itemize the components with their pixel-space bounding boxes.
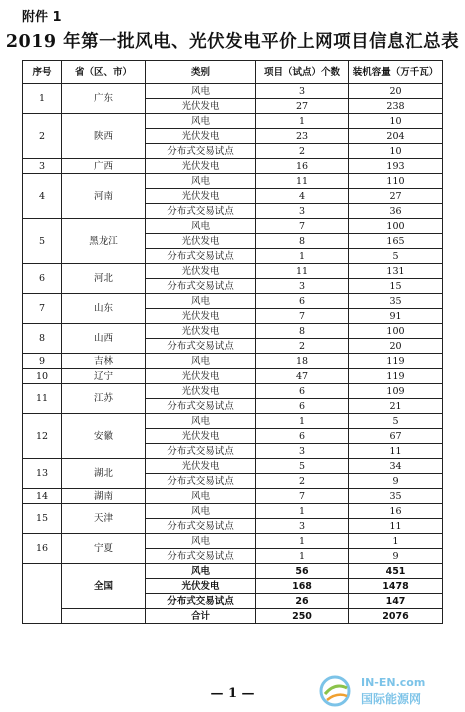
row-number: 6 bbox=[23, 264, 62, 294]
national-count-cell: 26 bbox=[256, 594, 349, 609]
category-cell: 光伏发电 bbox=[146, 309, 256, 324]
capacity-cell: 67 bbox=[349, 429, 443, 444]
summary-table bbox=[22, 60, 443, 624]
national-empty-cell bbox=[62, 609, 146, 624]
header-no: 序号 bbox=[23, 61, 62, 84]
category-cell: 分布式交易试点 bbox=[146, 249, 256, 264]
category-cell: 风电 bbox=[146, 354, 256, 369]
national-total-row bbox=[23, 609, 443, 624]
province-cell: 山东 bbox=[62, 294, 146, 324]
capacity-cell: 193 bbox=[349, 159, 443, 174]
document-title: 2019 年第一批风电、光伏发电平价上网项目信息汇总表 bbox=[5, 32, 460, 52]
province-cell: 湖北 bbox=[62, 459, 146, 489]
national-category-cell: 合计 bbox=[146, 609, 256, 624]
capacity-cell: 9 bbox=[349, 474, 443, 489]
category-cell: 光伏发电 bbox=[146, 369, 256, 384]
table-row bbox=[23, 84, 443, 99]
capacity-cell: 36 bbox=[349, 204, 443, 219]
category-cell: 风电 bbox=[146, 114, 256, 129]
count-cell: 2 bbox=[256, 474, 349, 489]
capacity-cell: 204 bbox=[349, 129, 443, 144]
row-number: 2 bbox=[23, 114, 62, 159]
category-cell: 风电 bbox=[146, 489, 256, 504]
capacity-cell: 11 bbox=[349, 444, 443, 459]
capacity-cell: 21 bbox=[349, 399, 443, 414]
table-row bbox=[23, 504, 443, 519]
table-row bbox=[23, 219, 443, 234]
capacity-cell: 100 bbox=[349, 219, 443, 234]
national-count-cell: 250 bbox=[256, 609, 349, 624]
count-cell: 7 bbox=[256, 309, 349, 324]
category-cell: 光伏发电 bbox=[146, 324, 256, 339]
capacity-cell: 9 bbox=[349, 549, 443, 564]
capacity-cell: 20 bbox=[349, 339, 443, 354]
province-cell: 陕西 bbox=[62, 114, 146, 159]
province-cell: 山西 bbox=[62, 324, 146, 354]
national-count-cell: 56 bbox=[256, 564, 349, 579]
count-cell: 2 bbox=[256, 144, 349, 159]
national-category-cell: 光伏发电 bbox=[146, 579, 256, 594]
watermark-logo bbox=[317, 674, 457, 708]
capacity-cell: 100 bbox=[349, 324, 443, 339]
category-cell: 光伏发电 bbox=[146, 159, 256, 174]
capacity-cell: 119 bbox=[349, 354, 443, 369]
category-cell: 分布式交易试点 bbox=[146, 339, 256, 354]
count-cell: 1 bbox=[256, 534, 349, 549]
table-body bbox=[23, 84, 443, 624]
capacity-cell: 35 bbox=[349, 294, 443, 309]
count-cell: 5 bbox=[256, 459, 349, 474]
table-row bbox=[23, 459, 443, 474]
table-row bbox=[23, 489, 443, 504]
table-row bbox=[23, 159, 443, 174]
globe-icon bbox=[317, 674, 357, 708]
category-cell: 分布式交易试点 bbox=[146, 144, 256, 159]
category-cell: 分布式交易试点 bbox=[146, 204, 256, 219]
row-number: 7 bbox=[23, 294, 62, 324]
watermark-line1: IN-EN.com bbox=[361, 676, 426, 689]
capacity-cell: 119 bbox=[349, 369, 443, 384]
count-cell: 1 bbox=[256, 249, 349, 264]
national-capacity-cell: 451 bbox=[349, 564, 443, 579]
national-category-cell: 分布式交易试点 bbox=[146, 594, 256, 609]
province-cell: 广东 bbox=[62, 84, 146, 114]
capacity-cell: 5 bbox=[349, 414, 443, 429]
count-cell: 1 bbox=[256, 414, 349, 429]
table-row bbox=[23, 174, 443, 189]
category-cell: 光伏发电 bbox=[146, 129, 256, 144]
category-cell: 风电 bbox=[146, 414, 256, 429]
header-province: 省（区、市） bbox=[62, 61, 146, 84]
capacity-cell: 20 bbox=[349, 84, 443, 99]
table-row bbox=[23, 294, 443, 309]
count-cell: 11 bbox=[256, 174, 349, 189]
province-cell: 宁夏 bbox=[62, 534, 146, 564]
category-cell: 风电 bbox=[146, 219, 256, 234]
capacity-cell: 35 bbox=[349, 489, 443, 504]
capacity-cell: 238 bbox=[349, 99, 443, 114]
province-cell: 江苏 bbox=[62, 384, 146, 414]
count-cell: 3 bbox=[256, 519, 349, 534]
category-cell: 风电 bbox=[146, 504, 256, 519]
row-number: 11 bbox=[23, 384, 62, 414]
national-capacity-cell: 1478 bbox=[349, 579, 443, 594]
count-cell: 6 bbox=[256, 294, 349, 309]
table-row bbox=[23, 114, 443, 129]
province-cell: 辽宁 bbox=[62, 369, 146, 384]
page-number: — 1 — bbox=[210, 686, 255, 701]
category-cell: 分布式交易试点 bbox=[146, 474, 256, 489]
capacity-cell: 110 bbox=[349, 174, 443, 189]
table-row bbox=[23, 264, 443, 279]
count-cell: 7 bbox=[256, 219, 349, 234]
capacity-cell: 16 bbox=[349, 504, 443, 519]
category-cell: 光伏发电 bbox=[146, 429, 256, 444]
province-cell: 河南 bbox=[62, 174, 146, 219]
count-cell: 27 bbox=[256, 99, 349, 114]
row-number: 14 bbox=[23, 489, 62, 504]
category-cell: 光伏发电 bbox=[146, 264, 256, 279]
row-number: 9 bbox=[23, 354, 62, 369]
count-cell: 3 bbox=[256, 204, 349, 219]
category-cell: 分布式交易试点 bbox=[146, 519, 256, 534]
count-cell: 4 bbox=[256, 189, 349, 204]
table-row bbox=[23, 384, 443, 399]
row-number: 5 bbox=[23, 219, 62, 264]
capacity-cell: 15 bbox=[349, 279, 443, 294]
capacity-cell: 1 bbox=[349, 534, 443, 549]
count-cell: 18 bbox=[256, 354, 349, 369]
header-category: 类别 bbox=[146, 61, 256, 84]
category-cell: 分布式交易试点 bbox=[146, 444, 256, 459]
count-cell: 1 bbox=[256, 549, 349, 564]
category-cell: 光伏发电 bbox=[146, 99, 256, 114]
table-row bbox=[23, 414, 443, 429]
table-header-row bbox=[23, 61, 443, 84]
row-number: 3 bbox=[23, 159, 62, 174]
national-number-cell bbox=[23, 564, 62, 624]
national-count-cell: 168 bbox=[256, 579, 349, 594]
capacity-cell: 11 bbox=[349, 519, 443, 534]
capacity-cell: 165 bbox=[349, 234, 443, 249]
count-cell: 8 bbox=[256, 324, 349, 339]
count-cell: 2 bbox=[256, 339, 349, 354]
row-number: 16 bbox=[23, 534, 62, 564]
table-row bbox=[23, 324, 443, 339]
table-row bbox=[23, 369, 443, 384]
count-cell: 6 bbox=[256, 399, 349, 414]
category-cell: 光伏发电 bbox=[146, 459, 256, 474]
category-cell: 风电 bbox=[146, 174, 256, 189]
national-capacity-cell: 147 bbox=[349, 594, 443, 609]
count-cell: 3 bbox=[256, 444, 349, 459]
category-cell: 分布式交易试点 bbox=[146, 279, 256, 294]
attachment-label: 附件 1 bbox=[22, 10, 62, 25]
capacity-cell: 131 bbox=[349, 264, 443, 279]
count-cell: 16 bbox=[256, 159, 349, 174]
national-total-row bbox=[23, 564, 443, 579]
category-cell: 光伏发电 bbox=[146, 384, 256, 399]
count-cell: 23 bbox=[256, 129, 349, 144]
category-cell: 风电 bbox=[146, 84, 256, 99]
row-number: 10 bbox=[23, 369, 62, 384]
province-cell: 广西 bbox=[62, 159, 146, 174]
row-number: 1 bbox=[23, 84, 62, 114]
table-row bbox=[23, 354, 443, 369]
row-number: 8 bbox=[23, 324, 62, 354]
count-cell: 6 bbox=[256, 429, 349, 444]
capacity-cell: 10 bbox=[349, 144, 443, 159]
province-cell: 安徽 bbox=[62, 414, 146, 459]
province-cell: 河北 bbox=[62, 264, 146, 294]
national-capacity-cell: 2076 bbox=[349, 609, 443, 624]
province-cell: 天津 bbox=[62, 504, 146, 534]
count-cell: 7 bbox=[256, 489, 349, 504]
category-cell: 风电 bbox=[146, 534, 256, 549]
province-cell: 吉林 bbox=[62, 354, 146, 369]
row-number: 15 bbox=[23, 504, 62, 534]
count-cell: 11 bbox=[256, 264, 349, 279]
province-cell: 黑龙江 bbox=[62, 219, 146, 264]
province-cell: 湖南 bbox=[62, 489, 146, 504]
header-capacity: 装机容量（万千瓦） bbox=[349, 61, 443, 84]
count-cell: 1 bbox=[256, 114, 349, 129]
capacity-cell: 5 bbox=[349, 249, 443, 264]
count-cell: 3 bbox=[256, 279, 349, 294]
national-label-cell: 全国 bbox=[62, 564, 146, 609]
row-number: 4 bbox=[23, 174, 62, 219]
capacity-cell: 109 bbox=[349, 384, 443, 399]
capacity-cell: 91 bbox=[349, 309, 443, 324]
category-cell: 分布式交易试点 bbox=[146, 549, 256, 564]
count-cell: 8 bbox=[256, 234, 349, 249]
count-cell: 47 bbox=[256, 369, 349, 384]
category-cell: 风电 bbox=[146, 294, 256, 309]
count-cell: 1 bbox=[256, 504, 349, 519]
category-cell: 光伏发电 bbox=[146, 234, 256, 249]
count-cell: 6 bbox=[256, 384, 349, 399]
row-number: 12 bbox=[23, 414, 62, 459]
table-row bbox=[23, 534, 443, 549]
capacity-cell: 34 bbox=[349, 459, 443, 474]
national-category-cell: 风电 bbox=[146, 564, 256, 579]
watermark-line2: 国际能源网 bbox=[361, 692, 422, 706]
category-cell: 光伏发电 bbox=[146, 189, 256, 204]
header-count: 项目（试点）个数 bbox=[256, 61, 349, 84]
capacity-cell: 10 bbox=[349, 114, 443, 129]
row-number: 13 bbox=[23, 459, 62, 489]
count-cell: 3 bbox=[256, 84, 349, 99]
capacity-cell: 27 bbox=[349, 189, 443, 204]
category-cell: 分布式交易试点 bbox=[146, 399, 256, 414]
